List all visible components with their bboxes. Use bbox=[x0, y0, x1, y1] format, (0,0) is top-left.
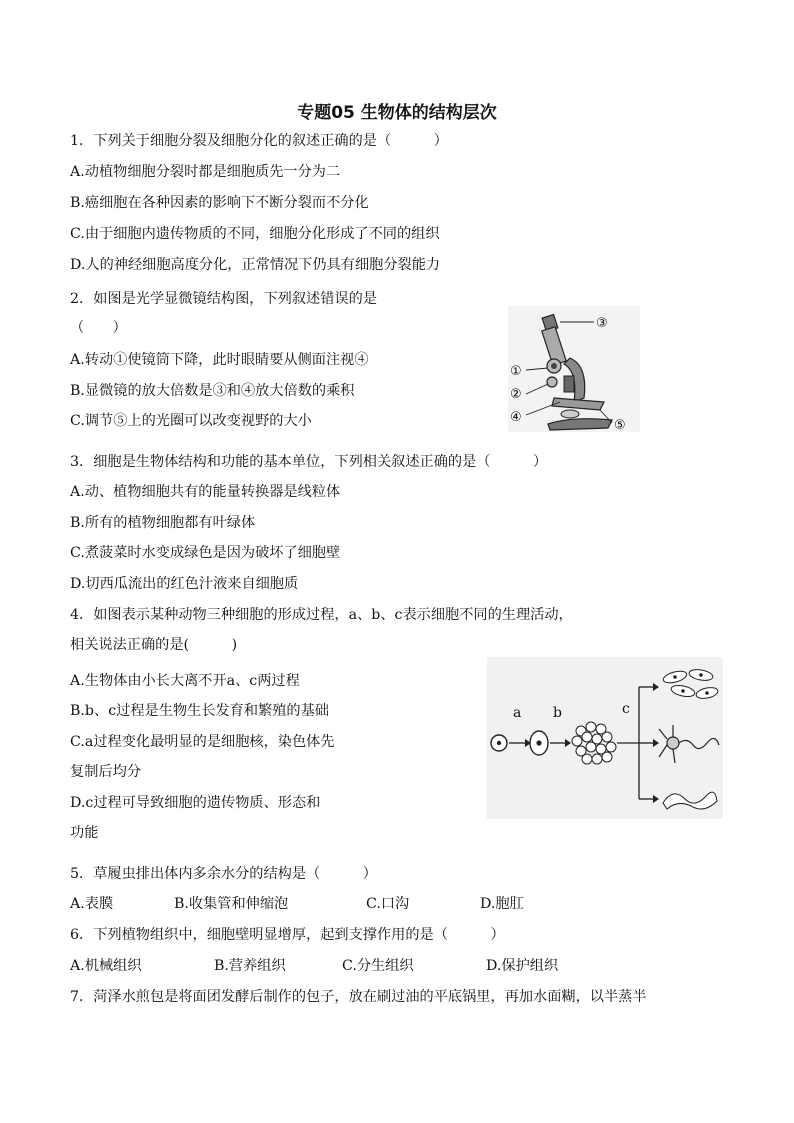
question-5-option-b: B.收集管和伸缩泡 bbox=[174, 896, 289, 912]
question-5-option-c: C.口沟 bbox=[366, 896, 410, 912]
question-6-stem: 6．下列植物组织中，细胞壁明显增厚，起到支撑作用的是（ ） bbox=[70, 927, 505, 943]
question-5-stem: 5．草履虫排出体内多余水分的结构是（ ） bbox=[70, 866, 377, 882]
microscope-label-3: ③ bbox=[596, 316, 608, 331]
microscope-label-2: ② bbox=[510, 387, 522, 402]
question-6-option-b: B.营养组织 bbox=[214, 958, 286, 974]
question-2-paren: （ ） bbox=[70, 320, 127, 336]
question-5-option-d: D.胞肛 bbox=[480, 896, 524, 912]
question-2-option-a: A.转动①使镜筒下降，此时眼睛要从侧面注视④ bbox=[70, 352, 369, 368]
question-2-option-c: C.调节⑤上的光圈可以改变视野的大小 bbox=[70, 413, 312, 429]
question-6-option-c: C.分生组织 bbox=[342, 958, 414, 974]
question-6-option-d: D.保护组织 bbox=[486, 958, 559, 974]
question-4-option-d: D.c过程可导致细胞的遗传物质、形态和 bbox=[70, 795, 321, 811]
question-1-option-d: D.人的神经细胞高度分化，正常情况下仍具有细胞分裂能力 bbox=[70, 257, 441, 273]
question-4-option-b: B.b、c过程是生物生长发育和繁殖的基础 bbox=[70, 703, 329, 719]
question-1-option-c: C.由于细胞内遗传物质的不同，细胞分化形成了不同的组织 bbox=[70, 226, 440, 242]
question-4-option-c: C.a过程变化最明显的是细胞核，染色体先 bbox=[70, 734, 335, 750]
question-5-option-a: A.表膜 bbox=[70, 896, 114, 912]
process-label-b: b bbox=[553, 705, 562, 721]
microscope-label-5: ⑤ bbox=[614, 418, 626, 432]
cell-differentiation-figure bbox=[487, 657, 723, 819]
process-label-a: a bbox=[513, 705, 522, 721]
question-4-option-d-continued: 功能 bbox=[70, 825, 99, 841]
question-6-options bbox=[70, 956, 730, 976]
question-3-option-b: B.所有的植物细胞都有叶绿体 bbox=[70, 515, 256, 531]
question-3-option-a: A.动、植物细胞共有的能量转换器是线粒体 bbox=[70, 484, 341, 500]
question-3-option-d: D.切西瓜流出的红色汁液来自细胞质 bbox=[70, 576, 299, 592]
question-4-option-a: A.生物体由小长大离不开a、c两过程 bbox=[70, 673, 300, 689]
question-1-stem: 1．下列关于细胞分裂及细胞分化的叙述正确的是（ ） bbox=[70, 133, 448, 149]
question-2-option-b: B.显微镜的放大倍数是③和④放大倍数的乘积 bbox=[70, 383, 355, 399]
page-title: 专题05 生物体的结构层次 bbox=[297, 103, 497, 123]
question-4-stem-line-2: 相关说法正确的是( ) bbox=[70, 637, 238, 653]
question-4-stem-line-1: 4．如图表示某种动物三种细胞的形成过程，a、b、c表示细胞不同的生理活动， bbox=[70, 607, 573, 623]
question-7-stem: 7．菏泽水煎包是将面团发酵后制作的包子，放在刷过油的平底锅里，再加水面糊，以半蒸半 bbox=[70, 989, 647, 1005]
question-5-options bbox=[70, 894, 730, 914]
question-4-option-c-continued: 复制后均分 bbox=[70, 764, 141, 780]
question-1-option-b: B.癌细胞在各种因素的影响下不断分裂而不分化 bbox=[70, 195, 369, 211]
microscope-label-4: ④ bbox=[510, 410, 522, 425]
question-1-option-a: A.动植物细胞分裂时都是细胞质先一分为二 bbox=[70, 164, 341, 180]
question-3-stem: 3．细胞是生物体结构和功能的基本单位，下列相关叙述正确的是（ ） bbox=[70, 454, 548, 470]
question-6-option-a: A.机械组织 bbox=[70, 958, 142, 974]
microscope-label-1: ① bbox=[510, 364, 522, 379]
process-label-c: c bbox=[622, 701, 630, 717]
microscope-figure bbox=[508, 306, 640, 432]
question-3-option-c: C.煮菠菜时水变成绿色是因为破坏了细胞壁 bbox=[70, 545, 341, 561]
question-2-stem: 2．如图是光学显微镜结构图，下列叙述错误的是 bbox=[70, 291, 377, 307]
